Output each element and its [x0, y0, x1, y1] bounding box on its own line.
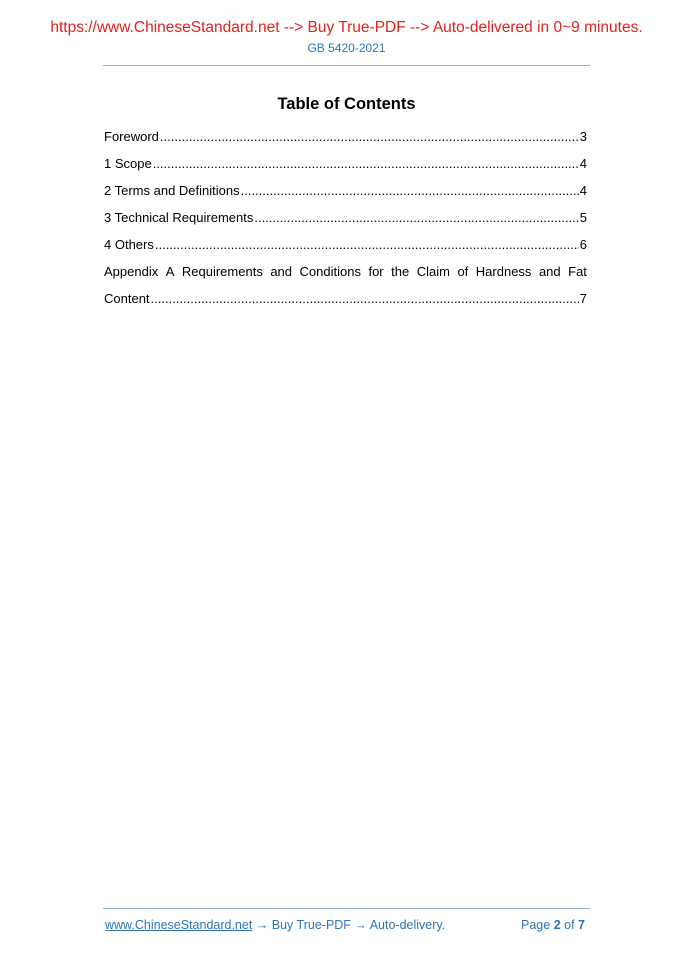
- top-banner: https://www.ChineseStandard.net --> Buy True-PDF --> Auto-delivered in 0~9 minutes.: [50, 19, 643, 36]
- toc-entry-page: 4: [579, 156, 587, 171]
- toc-entry-label: 2 Terms and Definitions: [104, 183, 240, 198]
- page-footer: [105, 918, 585, 932]
- dot-leader: [241, 181, 579, 201]
- dot-leader: [160, 127, 579, 147]
- dot-leader: [155, 235, 579, 255]
- page-of-label: of: [564, 918, 575, 932]
- dot-leader: [153, 154, 579, 174]
- toc-entry-appendix-a-line2[interactable]: [104, 289, 587, 316]
- toc-word: Conditions: [299, 264, 361, 279]
- toc-entry-page: 4: [579, 183, 587, 198]
- toc-word: the: [391, 264, 410, 279]
- toc-word: Fat: [568, 264, 587, 279]
- toc-entry-label: 3 Technical Requirements: [104, 210, 254, 225]
- toc-entry-page: 5: [579, 210, 587, 225]
- footer-site-link[interactable]: www.ChineseStandard.net: [105, 918, 253, 932]
- toc-word: and: [270, 264, 293, 279]
- table-of-contents: [104, 127, 587, 316]
- toc-word: Claim: [416, 264, 450, 279]
- toc-entry-others[interactable]: [104, 235, 587, 262]
- header-divider: [103, 65, 590, 66]
- dot-leader: [254, 208, 578, 228]
- toc-entry-appendix-a-line1[interactable]: [104, 262, 587, 289]
- toc-entry-label: 4 Others: [104, 237, 154, 252]
- toc-entry-scope[interactable]: [104, 154, 587, 181]
- toc-word: of: [457, 264, 469, 279]
- toc-word: Appendix: [104, 264, 159, 279]
- footer-divider: [103, 908, 590, 909]
- toc-word: Requirements: [181, 264, 263, 279]
- toc-word: A: [165, 264, 175, 279]
- toc-entry-label: Content: [104, 291, 150, 306]
- toc-entry-label: 1 Scope: [104, 156, 152, 171]
- page-prefix: Page: [521, 918, 551, 932]
- toc-entry-technical-requirements[interactable]: [104, 208, 587, 235]
- toc-entry-terms-and-definitions[interactable]: [104, 181, 587, 208]
- dot-leader: [151, 289, 579, 309]
- page-indicator: [521, 918, 585, 932]
- toc-entry-foreword[interactable]: [104, 127, 587, 154]
- document-code: GB 5420-2021: [307, 41, 386, 55]
- toc-word: for: [368, 264, 384, 279]
- current-page-number: 2: [553, 918, 561, 932]
- toc-entry-label: Foreword: [104, 129, 159, 144]
- total-pages-number: 7: [578, 918, 585, 932]
- toc-word: Hardness: [475, 264, 532, 279]
- toc-entry-page: 6: [579, 237, 587, 252]
- toc-word: and: [538, 264, 561, 279]
- toc-title: Table of Contents: [277, 95, 416, 113]
- toc-entry-page: 7: [579, 291, 587, 306]
- toc-entry-page: 3: [579, 129, 587, 144]
- footer-tagline: → Buy True-PDF → Auto-delivery.: [252, 918, 446, 932]
